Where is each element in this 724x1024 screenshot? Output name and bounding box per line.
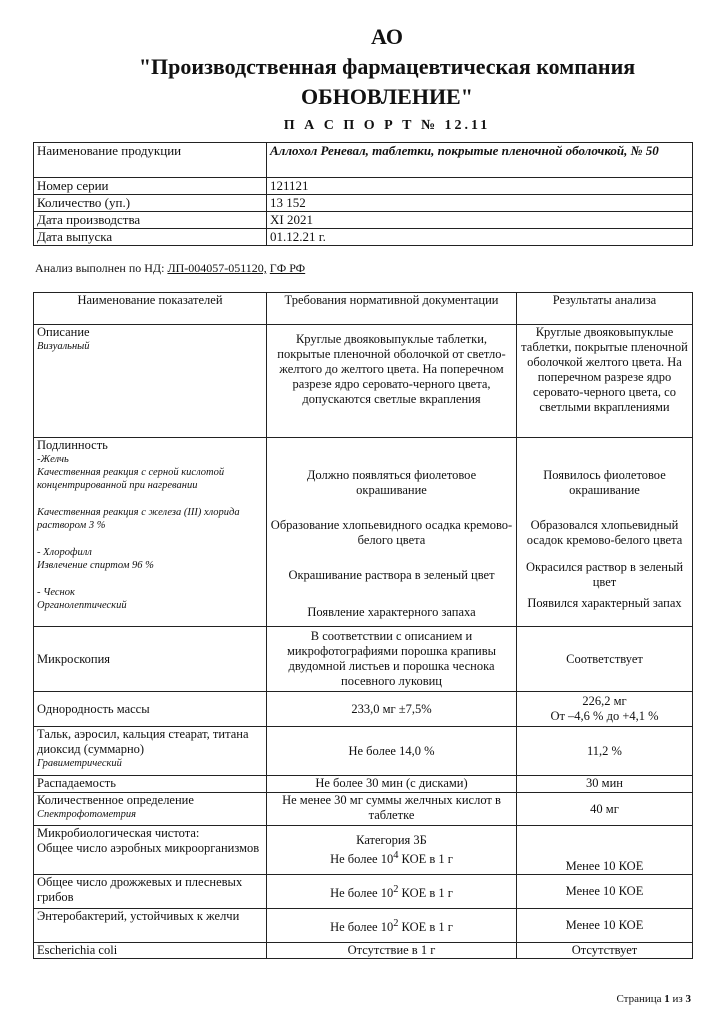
- microscopy-requirement: В соответствии с описанием и микрофотографиями порошка крапивы двудомной листьев и порошка чеснока посевного луковиц: [267, 627, 517, 692]
- product-value: Аллохол Реневал, таблетки, покрытые пленочной оболочкой, № 50: [267, 143, 693, 178]
- chlorophyll-method: Извлечение спиртом 96 %: [37, 560, 154, 571]
- description-row: [34, 325, 693, 438]
- mass-result-line-2: От –4,6 % до +4,1 %: [550, 709, 659, 723]
- micro-title: Микробиологическая чистота:: [37, 826, 200, 840]
- disintegration-requirement: Не более 30 мин (с дисками): [267, 776, 517, 793]
- chlorophyll-name: - Хлорофилл: [37, 547, 92, 558]
- production-date-row: [34, 212, 693, 229]
- garlic-name: - Чеснок: [37, 587, 75, 598]
- aerobic-limit-exp: 4: [393, 849, 399, 861]
- ecoli-name: Escherichia coli: [34, 943, 267, 959]
- passport-title: П А С П О Р Т № 12.11: [283, 118, 491, 133]
- nd-number: ЛП-004057-051120,: [167, 261, 267, 275]
- yeast-row: [34, 875, 693, 909]
- yeast-requirement: [267, 875, 517, 909]
- excipients-requirement: Не более 14,0 %: [267, 727, 517, 776]
- analysis-table: [33, 292, 693, 959]
- aerobic-limit-prefix: Не более 10: [330, 852, 394, 867]
- yeast-limit-exp: 2: [393, 883, 399, 895]
- mass-result-line-1: 226,2 мг: [582, 694, 627, 708]
- yeast-result: Менее 10 КОЕ: [517, 875, 693, 909]
- aerobic-requirement: [267, 826, 517, 875]
- identity-row: [34, 438, 693, 627]
- chlorophyll-result: Окрасился раствор в зеленый цвет: [525, 560, 684, 589]
- company-line-3: ОБНОВЛЕНИЕ": [301, 84, 473, 109]
- assay-result: 40 мг: [517, 793, 693, 826]
- release-date-label: Дата выпуска: [34, 229, 267, 246]
- iron-method: Качественная реакция с железа (III) хлорида раствором 3 %: [37, 507, 240, 531]
- page-of-word: из: [672, 993, 683, 1005]
- header-results: Результаты анализа: [517, 293, 693, 325]
- bile-name: -Желчь: [37, 454, 69, 465]
- entero-result: Менее 10 КОЕ: [517, 909, 693, 943]
- company-line-2: "Производственная фармацевтическая компания: [138, 54, 636, 79]
- excipients-method: Гравиметрический: [37, 758, 122, 769]
- header-requirements: Требования нормативной документации: [267, 293, 517, 325]
- page-indicator: [616, 993, 691, 1005]
- release-date-value: 01.12.21 г.: [267, 229, 693, 246]
- aerobic-limit: [270, 848, 513, 867]
- assay-method: Спектрофотометрия: [37, 809, 136, 820]
- aerobic-name: Общее число аэробных микроорганизмов: [37, 841, 260, 855]
- aerobic-cell: [34, 826, 267, 875]
- quantity-label: Количество (уп.): [34, 195, 267, 212]
- iron-requirement: Образование хлопьевидного осадка кремово-белого цвета: [270, 518, 513, 547]
- description-method: Визуальный: [37, 341, 90, 352]
- excipients-row: [34, 727, 693, 776]
- aerobic-limit-suffix: КОЕ в 1 г: [398, 852, 453, 867]
- bile-requirement: Должно появляться фиолетовое окрашивание: [306, 468, 477, 497]
- microscopy-name: Микроскопия: [34, 627, 267, 692]
- aerobic-row: [34, 826, 693, 875]
- ecoli-result: Отсутствует: [517, 943, 693, 959]
- excipients-cell: [34, 727, 267, 776]
- garlic-result: Появился характерный запах: [527, 596, 682, 610]
- description-result: Круглые двояковыпуклые таблетки, покрытые пленочной оболочкой желтого цвета. На поперечном разрезе ядро серовато-черного цвета, со светлыми вкраплениями: [517, 325, 693, 438]
- entero-limit-prefix: Не более 10: [330, 920, 394, 935]
- iron-result: Образовался хлопьевидный осадок кремово-белого цвета: [526, 518, 683, 547]
- identity-cell: [34, 438, 267, 627]
- chlorophyll-requirement: Окрашивание раствора в зеленый цвет: [288, 568, 495, 582]
- production-date-label: Дата производства: [34, 212, 267, 229]
- bile-result: Появилось фиолетовое окрашивание: [543, 468, 666, 497]
- entero-requirement: [267, 909, 517, 943]
- entero-name: Энтеробактерий, устойчивых к желчи: [34, 909, 267, 943]
- excipients-result: 11,2 %: [517, 727, 693, 776]
- yeast-limit-prefix: Не более 10: [330, 886, 394, 901]
- disintegration-row: [34, 776, 693, 793]
- aerobic-result: Менее 10 КОЕ: [517, 826, 693, 875]
- description-cell: [34, 325, 267, 438]
- page-word: Страница: [616, 993, 662, 1005]
- description-name: Описание: [37, 325, 90, 339]
- pharmacopeia: ГФ РФ: [269, 261, 306, 275]
- analysis-reference: [35, 261, 305, 276]
- identity-name: Подлинность: [37, 438, 108, 452]
- table-header-row: [34, 293, 693, 325]
- entero-limit-exp: 2: [393, 917, 399, 929]
- identity-requirements: [267, 438, 517, 627]
- yeast-name: Общее число дрожжевых и плесневых грибов: [34, 875, 267, 909]
- entero-row: [34, 909, 693, 943]
- assay-requirement: Не менее 30 мг суммы желчных кислот в таблетке: [267, 793, 517, 826]
- mass-uniformity-row: [34, 692, 693, 727]
- quantity-row: [34, 195, 693, 212]
- header-indicator: Наименование показателей: [34, 293, 267, 325]
- identity-results: [517, 438, 693, 627]
- description-requirement: Круглые двояковыпуклые таблетки, покрытые пленочной оболочкой от светло-желтого до желтого цвета. На поперечном разрезе ядро серовато-черного цвета, допускаются светлые вкрапления: [267, 325, 517, 438]
- mass-uniformity-name: Однородность массы: [34, 692, 267, 727]
- ecoli-requirement: Отсутствие в 1 г: [267, 943, 517, 959]
- excipients-name: Тальк, аэросил, кальция стеарат, титана диоксид (суммарно): [37, 727, 249, 756]
- assay-row: [34, 793, 693, 826]
- company-line-1: АО: [371, 24, 403, 49]
- series-value: 121121: [267, 178, 693, 195]
- microscopy-result: Соответствует: [517, 627, 693, 692]
- ecoli-row: [34, 943, 693, 959]
- product-row: [34, 143, 693, 178]
- assay-name: Количественное определение: [37, 793, 194, 807]
- company-name: [0, 22, 724, 112]
- series-row: [34, 178, 693, 195]
- production-date-value: XI 2021: [267, 212, 693, 229]
- mass-uniformity-requirement: 233,0 мг ±7,5%: [267, 692, 517, 727]
- product-label: Наименование продукции: [34, 143, 267, 178]
- garlic-requirement: Появление характерного запаха: [307, 605, 476, 619]
- assay-cell: [34, 793, 267, 826]
- entero-limit-suffix: КОЕ в 1 г: [398, 920, 453, 935]
- yeast-limit-suffix: КОЕ в 1 г: [398, 886, 453, 901]
- analysis-prefix: Анализ выполнен по НД:: [35, 261, 165, 275]
- product-info-table: [33, 142, 693, 246]
- garlic-method: Органолептический: [37, 600, 127, 611]
- microscopy-row: [34, 627, 693, 692]
- mass-uniformity-result: [517, 692, 693, 727]
- page-number: 1: [664, 993, 670, 1005]
- series-label: Номер серии: [34, 178, 267, 195]
- micro-category: Категория 3Б: [356, 832, 427, 847]
- release-date-row: [34, 229, 693, 246]
- disintegration-result: 30 мин: [517, 776, 693, 793]
- disintegration-name: Распадаемость: [34, 776, 267, 793]
- page-total: 3: [685, 993, 691, 1005]
- bile-method: Качественная реакция с серной кислотой концентрированной при нагревании: [37, 467, 225, 491]
- quantity-value: 13 152: [267, 195, 693, 212]
